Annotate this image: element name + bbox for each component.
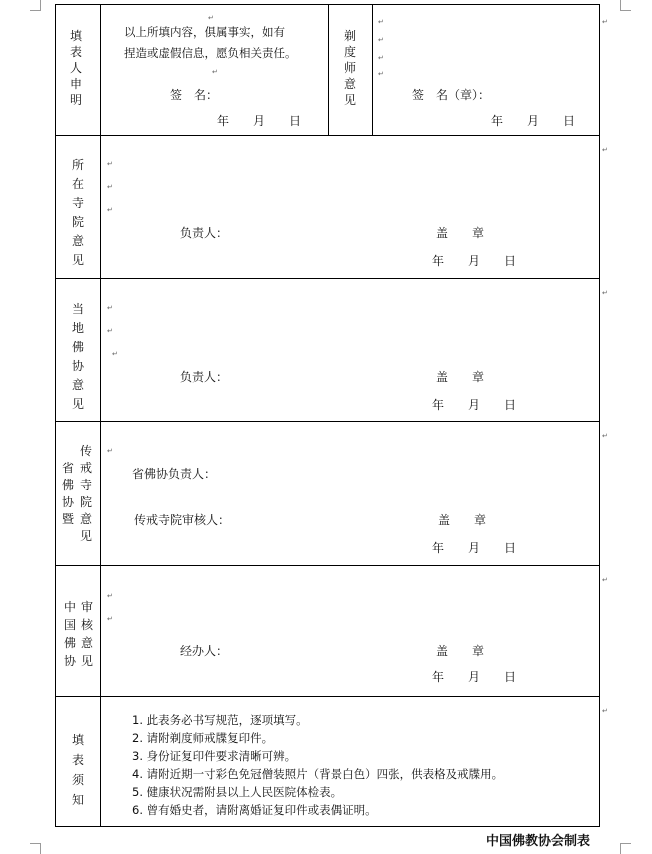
paragraph-mark: ↵: [208, 14, 214, 22]
provincial-seal-label: 盖 章: [438, 513, 487, 527]
paragraph-mark: ↵: [107, 327, 113, 335]
china-label-col2: 审核意见: [80, 600, 93, 668]
paragraph-mark: ↵: [112, 350, 118, 358]
paragraph-mark: ↵: [212, 68, 218, 76]
temple-label: 所在寺院意见: [71, 158, 84, 267]
provincial-reviewer-label: 传戒寺院审核人：: [134, 513, 231, 527]
provincial-responsible-label: 省佛协负责人：: [132, 467, 217, 481]
declaration-label: 填表人申明: [69, 29, 82, 107]
china-date: 年 月 日: [432, 670, 517, 684]
paragraph-mark: ↵: [378, 36, 384, 44]
paragraph-mark: ↵: [107, 447, 113, 455]
paragraph-mark: ↵: [107, 183, 113, 191]
china-handler-label: 经办人：: [180, 644, 229, 658]
china-label-col1: 中国佛协: [63, 600, 76, 668]
china-seal-label: 盖 章: [436, 644, 485, 658]
tonsure-label-divider: [372, 4, 373, 135]
provincial-date: 年 月 日: [432, 541, 517, 555]
notes-item-3: 3. 身份证复印件要求清晰可辨。: [132, 749, 297, 763]
row-divider-4: [55, 565, 600, 566]
row-divider-5: [55, 696, 600, 697]
crop-mark-top-right: [620, 0, 631, 11]
notes-item-5: 5. 健康状况需附县以上人民医院体检表。: [132, 785, 343, 799]
provincial-label-col1: 省佛协暨: [61, 461, 74, 526]
declaration-date: 年 月 日: [217, 114, 302, 128]
paragraph-mark: ↵: [602, 432, 608, 440]
paragraph-mark: ↵: [107, 592, 113, 600]
row-divider-3: [55, 421, 600, 422]
paragraph-mark: ↵: [107, 304, 113, 312]
row-divider-2: [55, 278, 600, 279]
footer-issuer: 中国佛教协会制表: [485, 834, 590, 849]
row-divider-1: [55, 135, 600, 136]
declaration-text-line1: 以上所填内容，俱属事实，如有: [124, 25, 285, 39]
paragraph-mark: ↵: [378, 18, 384, 26]
paragraph-mark: ↵: [107, 160, 113, 168]
paragraph-mark: ↵: [602, 18, 608, 26]
local-seal-label: 盖 章: [436, 370, 485, 384]
paragraph-mark: ↵: [107, 615, 113, 623]
paragraph-mark: ↵: [378, 70, 384, 78]
tonsure-sign-label: 签 名（章）：: [412, 88, 491, 102]
notes-item-2: 2. 请附剃度师戒牒复印件。: [132, 731, 274, 745]
local-date: 年 月 日: [432, 398, 517, 412]
tonsure-label: 剃度师意见: [343, 29, 356, 107]
temple-date: 年 月 日: [432, 254, 517, 268]
paragraph-mark: ↵: [107, 206, 113, 214]
paragraph-mark: ↵: [378, 54, 384, 62]
paragraph-mark: ↵: [602, 576, 608, 584]
paragraph-mark: ↵: [602, 146, 608, 154]
label-column-divider: [100, 4, 101, 827]
declaration-sign-label: 签 名：: [170, 88, 219, 102]
tonsure-date: 年 月 日: [491, 114, 576, 128]
temple-responsible-label: 负责人：: [180, 226, 229, 240]
crop-mark-bottom-left: [30, 843, 41, 854]
notes-item-1: 1. 此表务必书写规范，逐项填写。: [132, 713, 308, 727]
notes-label: 填表须知: [71, 733, 84, 807]
declaration-text-line2: 捏造或虚假信息，愿负相关责任。: [124, 46, 297, 60]
provincial-label-col2: 传戒寺院意见: [79, 444, 92, 543]
notes-item-4: 4. 请附近期一寸彩色免冠僧装照片（背景白色）四张，供表格及戒牒用。: [132, 767, 504, 781]
temple-seal-label: 盖 章: [436, 226, 485, 240]
paragraph-mark: ↵: [602, 289, 608, 297]
local-responsible-label: 负责人：: [180, 370, 229, 384]
crop-mark-top-left: [30, 0, 41, 11]
paragraph-mark: ↵: [602, 707, 608, 715]
local-label: 当地佛协意见: [71, 302, 84, 411]
notes-item-6: 6. 曾有婚史者，请附离婚证复印件或表偶证明。: [132, 803, 377, 817]
declaration-tonsure-divider: [328, 4, 329, 135]
crop-mark-bottom-right: [620, 843, 631, 854]
